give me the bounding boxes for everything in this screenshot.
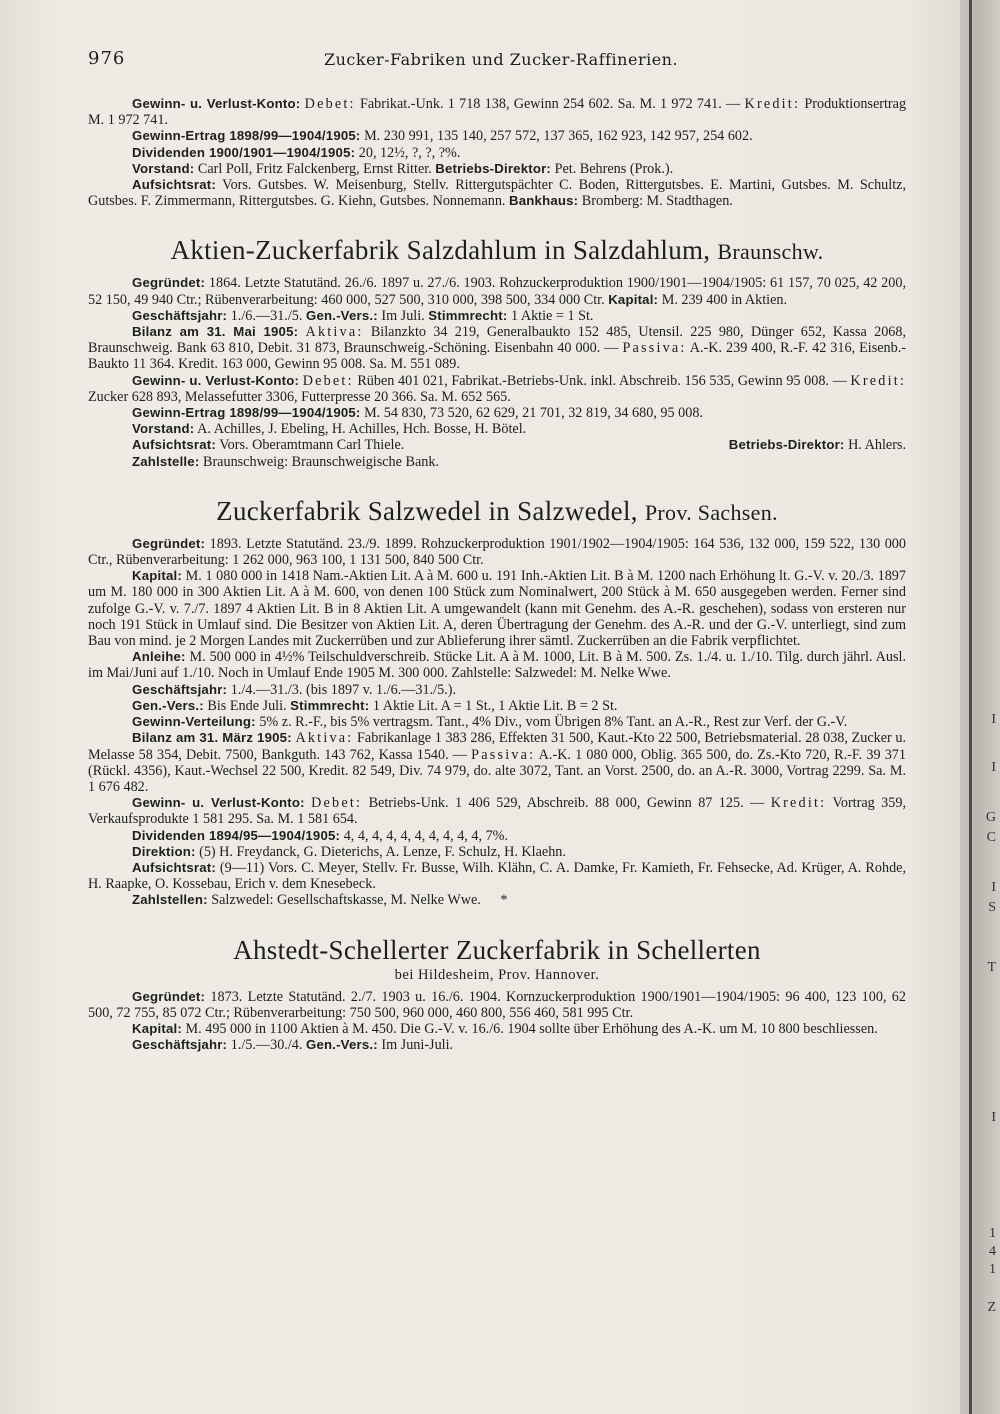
label: Geschäftsjahr:: [132, 1037, 228, 1053]
label: Passiva:: [622, 340, 687, 357]
edge-mark: I: [991, 760, 996, 775]
kapital-paragraph: [88, 1021, 906, 1037]
text: 1./4.—31./3. (bis 1897 v. 1./6.—31./5.).: [230, 681, 456, 698]
geschaeftsjahr-paragraph: [88, 1037, 906, 1053]
label: Kapital:: [608, 291, 659, 307]
text: 1./6.—31./5.: [230, 307, 303, 324]
text: Salzwedel: Gesellschaftskasse, M. Nelke Wwe.: [211, 892, 481, 909]
aufsichtsrat-paragraph: [88, 437, 906, 453]
label: Aufsichtsrat:: [132, 177, 216, 193]
company-name: Zuckerfabrik Salzwedel in Salzwedel,: [216, 495, 638, 526]
kapital-paragraph: [88, 568, 906, 649]
label: Anleihe:: [132, 649, 186, 665]
direktion-paragraph: [88, 844, 906, 860]
text: Bromberg: M. Stadthagen.: [581, 193, 733, 210]
label: Debet:: [311, 795, 363, 812]
label: Betriebs-Direktor:: [728, 437, 845, 453]
text: M. 230 991, 135 140, 257 572, 137 365, 162 923, 142 957, 254 602.: [364, 128, 753, 145]
edge-mark: S: [988, 900, 996, 915]
geschaeftsjahr-paragraph: [88, 308, 906, 324]
label: Gen.-Vers.:: [305, 1037, 378, 1053]
guv-paragraph: [88, 373, 906, 405]
text: Vors. Gutsbes. W. Meisenburg, Stellv. Rittergutspächter C. Boden, Rittergutsbes. E. Martini, Gutsbes. M. Schultz, Gutsbes. F. Zimmermann, Rittergutsbes. G. Kiehn, Gutsbes. Nonnemann.: [88, 177, 906, 210]
text: Vors. Oberamtmann Carl Thiele.: [219, 437, 405, 454]
text: 5% z. R.-F., bis 5% vertragsm. Tant., 4% Div., vom Übrigen 8% Tant. an A.-R., Rest zur Verf. der G.-V.: [259, 714, 848, 731]
page-header: [88, 48, 908, 74]
prev-guv-paragraph: [88, 96, 906, 128]
gegruendet-paragraph: [88, 989, 906, 1021]
label: Aufsichtsrat:: [132, 859, 216, 875]
label: Aktiva:: [305, 324, 364, 341]
label: Kredit:: [770, 795, 827, 812]
company-name: Aktien-Zuckerfabrik Salzdahlum in Salzdahlum,: [170, 235, 711, 266]
edge-mark: 1: [989, 1262, 996, 1277]
gegruendet-paragraph: [88, 536, 906, 568]
label: Kredit:: [850, 372, 907, 389]
prev-aufsichtsrat-paragraph: [88, 177, 906, 209]
text: 1873. Letzte Statutänd. 2./7. 1903 u. 16./6. 1904. Kornzuckerproduktion 1900/1901—1904/1905: 96 400, 123 100, 62 500, 72 755, 85 072 Ctr.; Rübenverarbeitung: 750 500, 960 000, 460 800, 556 460, 581 995 Ctr.: [88, 988, 906, 1021]
text: Produktionsertrag M. 1 972 741.: [88, 96, 907, 129]
aufsichtsrat-paragraph: [88, 860, 906, 892]
label: Gegründet:: [132, 988, 206, 1004]
bilanz-paragraph: [88, 730, 906, 795]
label: Direktion:: [132, 843, 196, 859]
entry-salzdahlum: [88, 235, 906, 469]
text: Fabrikanlage 1 383 286, Effekten 31 500, Kaut.-Kto 22 500, Betriebsmaterial. 28 038, Zucker u. Melasse 58 354, Debit. 7500, Bankguth. 143 762, Kassa 1540. —: [88, 730, 907, 763]
text: Bilanzkto 34 219, Generalbaukto 152 485, Utensil. 225 980, Dünger 652, Kassa 2068, Braunschweig. Bank 63 810, Debit. 31 873, Braunschweig.-Schöning. Eisenbahn 40 000. —: [88, 324, 907, 357]
entry-ahstedt: [88, 935, 906, 1054]
label: Kapital:: [132, 1021, 182, 1037]
edge-mark: I: [991, 1110, 996, 1125]
label: Geschäftsjahr:: [132, 307, 228, 323]
gutter-line: [969, 0, 972, 1414]
text: A.-K. 1 080 000, Oblig. 365 500, do. Zs.-Kto 720, R.-F. 39 371 (Rückl. 4356), Kaut.-Wechsel 22 500, Kredit. 82 549, Div. 74 979, do. alte 3072, Tant. an Vorst. 2500, do. an A.-R. 3000, Vortrag 2299. Sa. M. 1 676 482.: [88, 746, 906, 795]
zahlstellen-paragraph: [88, 892, 906, 908]
label: Dividenden 1894/95—1904/1905:: [132, 827, 341, 843]
edge-mark: 1: [989, 1226, 996, 1241]
text: Braunschweig: Braunschweigische Bank.: [202, 453, 439, 470]
label: Vorstand:: [132, 421, 195, 437]
label: Gewinn-Verteilung:: [132, 714, 256, 730]
label: Gegründet:: [132, 275, 206, 291]
company-location: Braunschw.: [717, 239, 824, 265]
text: Pet. Behrens (Prok.).: [554, 160, 674, 177]
text: M. 1 080 000 in 1418 Nam.-Aktien Lit. A à M. 600 u. 191 Inh.-Aktien Lit. B à M. 1200 nach Erhöhung lt. G.-V. v. 20./3. 1897 um M. 180 000 in 300 Aktien Lit. A à M. 600, von denen 100 Stück zum Nominalwert, 200 Stück à M. 650 ausgegeben werden. Ferner sind zufolge G.-V. v. 7./7. 1897 4 Aktien Lit. B in 8 Aktien Lit. A umgewandelt (kann mit Genehm. des A.-R. geschehen), sodass von ersteren nur noch 191 Stück in Umlauf sind. Die Besitzer von Aktien Lit. A, deren Übertragung der Genehm. des A.-R. und der G.-V. unterliegt, sind zum Bau von mind. je 2 Morgen Landes mit Zuckerrüben und zur Ablieferung ihrer sämtl. Zuckerrüben an die Fabrik verpflichtet.: [88, 568, 906, 650]
text: 1 Aktie Lit. A = 1 St., 1 Aktie Lit. B = 2 St.: [372, 697, 618, 714]
entry-salzwedel: [88, 496, 906, 909]
text: (9—11) Vors. C. Meyer, Stellv. Fr. Busse, Wilh. Klähn, C. A. Damke, Fr. Kamieth, Fr. Fehsecke, Ad. Krüger, A. Rohde, H. Raapke, O. Kossebau, Erich v. dem Knesebeck.: [88, 859, 907, 893]
text: 1./5.—30./4.: [230, 1037, 303, 1054]
text: M. 500 000 in 4½% Teilschuldverschreib. Stücke Lit. A à M. 1000, Lit. B à M. 500. Zs. 1./4. u. 1./10. Tilg. durch jährl. Ausl. im Mai/Juni auf 1./10. Noch in Umlauf Ende 1905 M. 300 000. Zahlstelle: Salzwedel: M. Nelke Wwe.: [88, 649, 907, 682]
prev-ertrag-paragraph: [88, 128, 906, 144]
edge-mark: G: [985, 810, 996, 825]
dividenden-paragraph: [88, 828, 906, 844]
label: Gewinn- u. Verlust-Konto:: [132, 96, 301, 111]
label: Bilanz am 31. März 1905:: [132, 730, 292, 746]
label: Passiva:: [471, 746, 536, 763]
text: Vortrag 359, Verkaufsprodukte 1 581 295. Sa. M. 1 581 654.: [88, 795, 906, 828]
prev-vorstand-paragraph: [88, 161, 906, 177]
label: Gewinn-Ertrag 1898/99—1904/1905:: [132, 128, 361, 144]
text: M. 54 830, 73 520, 62 629, 21 701, 32 819, 34 680, 95 008.: [364, 405, 703, 422]
text: 1864. Letzte Statutänd. 26./6. 1897 u. 27./6. 1903. Rohzuckerproduktion 1900/1901—1904/1905: 61 157, 70 025, 42 200, 52 150, 49 940 Ctr.; Rübenverarbeitung: 460 000, 527 500, 310 000, 398 500, 334 000 Ctr.: [88, 275, 907, 308]
edge-mark: C: [986, 830, 996, 845]
label: Stimmrecht:: [428, 307, 508, 323]
edge-mark: T: [987, 960, 996, 975]
text: Im Juni-Juli.: [381, 1037, 454, 1054]
gegruendet-paragraph: [88, 275, 906, 307]
running-title: Zucker-Fabriken und Zucker-Raffinerien.: [324, 50, 679, 69]
edge-mark: Z: [987, 1300, 996, 1315]
text: 1 Aktie = 1 St.: [510, 307, 594, 324]
label: Aktiva:: [295, 730, 354, 747]
page-number: 976: [88, 48, 126, 69]
text: 4, 4, 4, 4, 4, 4, 4, 4, 4, 4, 7%.: [343, 827, 509, 844]
label: Gewinn-Ertrag 1898/99—1904/1905:: [132, 405, 361, 421]
label: Kredit:: [744, 96, 801, 112]
label: Kapital:: [132, 568, 182, 584]
company-title: [88, 935, 906, 965]
text: A. Achilles, J. Ebeling, H. Achilles, Hch. Bosse, H. Bötel.: [197, 421, 527, 438]
vorstand-paragraph: [88, 421, 906, 437]
label: Bankhaus:: [509, 193, 579, 209]
genvers-paragraph: [88, 698, 906, 714]
label: Aufsichtsrat:: [132, 437, 216, 453]
company-title: [88, 235, 906, 267]
edge-mark: I: [991, 880, 996, 895]
label: Bilanz am 31. Mai 1905:: [132, 324, 299, 340]
label: Gegründet:: [132, 535, 206, 551]
text: (5) H. Freydanck, G. Dieterichs, A. Lenze, F. Schulz, H. Klaehn.: [199, 843, 566, 860]
text: Rüben 401 021, Fabrikat.-Betriebs-Unk. inkl. Abschreib. 156 535, Gewinn 95 008. —: [357, 372, 847, 389]
ertrag-paragraph: [88, 405, 906, 421]
text: Bis Ende Juli.: [207, 697, 287, 714]
text: H. Ahlers.: [848, 437, 906, 454]
edge-mark: 4: [989, 1244, 996, 1259]
company-name: Ahstedt-Schellerter Zuckerfabrik in Schellerten: [233, 934, 761, 965]
text: A.-K. 239 400, R.-F. 42 316, Eisenb.-Baukto 11 364. Kredit. 163 000, Gewinn 95 008. Sa. M. 551 089.: [88, 340, 907, 373]
label: Gen.-Vers.:: [305, 307, 378, 323]
prev-dividenden-paragraph: [88, 145, 906, 161]
label: Geschäftsjahr:: [132, 681, 228, 697]
label: Betriebs-Direktor:: [435, 160, 552, 176]
geschaeftsjahr-paragraph: [88, 682, 906, 698]
text: 20, 12½, ?, ?, ?%.: [358, 144, 461, 161]
label: Zahlstelle:: [132, 453, 200, 469]
text: M. 495 000 in 1100 Aktien à M. 450. Die G.-V. v. 16./6. 1904 sollte über Erhöhung des A.-K. um M. 10 800 beschliessen.: [185, 1021, 878, 1038]
guv-paragraph: [88, 795, 906, 827]
book-gutter: [960, 0, 1000, 1414]
text: Carl Poll, Fritz Falckenberg, Ernst Ritter.: [197, 160, 432, 177]
label: Dividenden 1900/1901—1904/1905:: [132, 144, 356, 160]
text: Im Juli.: [381, 307, 425, 324]
label: Debet:: [304, 96, 356, 112]
label: Zahlstellen:: [132, 892, 208, 908]
text: Fabrikat.-Unk. 1 718 138, Gewinn 254 602. Sa. M. 1 972 741. —: [359, 96, 741, 112]
text: Betriebs-Unk. 1 406 529, Abschreib. 88 000, Gewinn 87 125. —: [368, 795, 765, 812]
previous-entry: [88, 96, 906, 209]
label: Gewinn- u. Verlust-Konto:: [132, 372, 300, 388]
label: Vorstand:: [132, 160, 195, 176]
label: Gen.-Vers.:: [132, 697, 204, 713]
anleihe-paragraph: [88, 649, 906, 681]
company-location: Prov. Sachsen.: [644, 499, 778, 525]
text: 1893. Letzte Statutänd. 23./9. 1899. Rohzuckerproduktion 1901/1902—1904/1905: 164 536, 132 000, 159 522, 130 000 Ctr., Rübenverarbeitung: 1 262 000, 963 100, 1 131 500, 840 500 Ctr.: [88, 535, 906, 569]
label: Debet:: [302, 372, 354, 389]
text: M. 239 400 in Aktien.: [661, 291, 788, 308]
company-subtitle: bei Hildesheim, Prov. Hannover.: [394, 966, 600, 983]
asterisk: *: [500, 892, 508, 909]
bilanz-paragraph: [88, 324, 906, 373]
gewinnverteilung-paragraph: [88, 714, 906, 730]
text: Zucker 628 893, Melassefutter 3306, Futterpresse 20 366. Sa. M. 652 565.: [88, 388, 511, 405]
label: Gewinn- u. Verlust-Konto:: [132, 795, 305, 811]
label: Stimmrecht:: [290, 697, 370, 713]
zahlstelle-paragraph: [88, 454, 906, 470]
company-title: [88, 496, 906, 528]
page-content: [88, 96, 906, 1054]
edge-mark: I: [991, 712, 996, 727]
